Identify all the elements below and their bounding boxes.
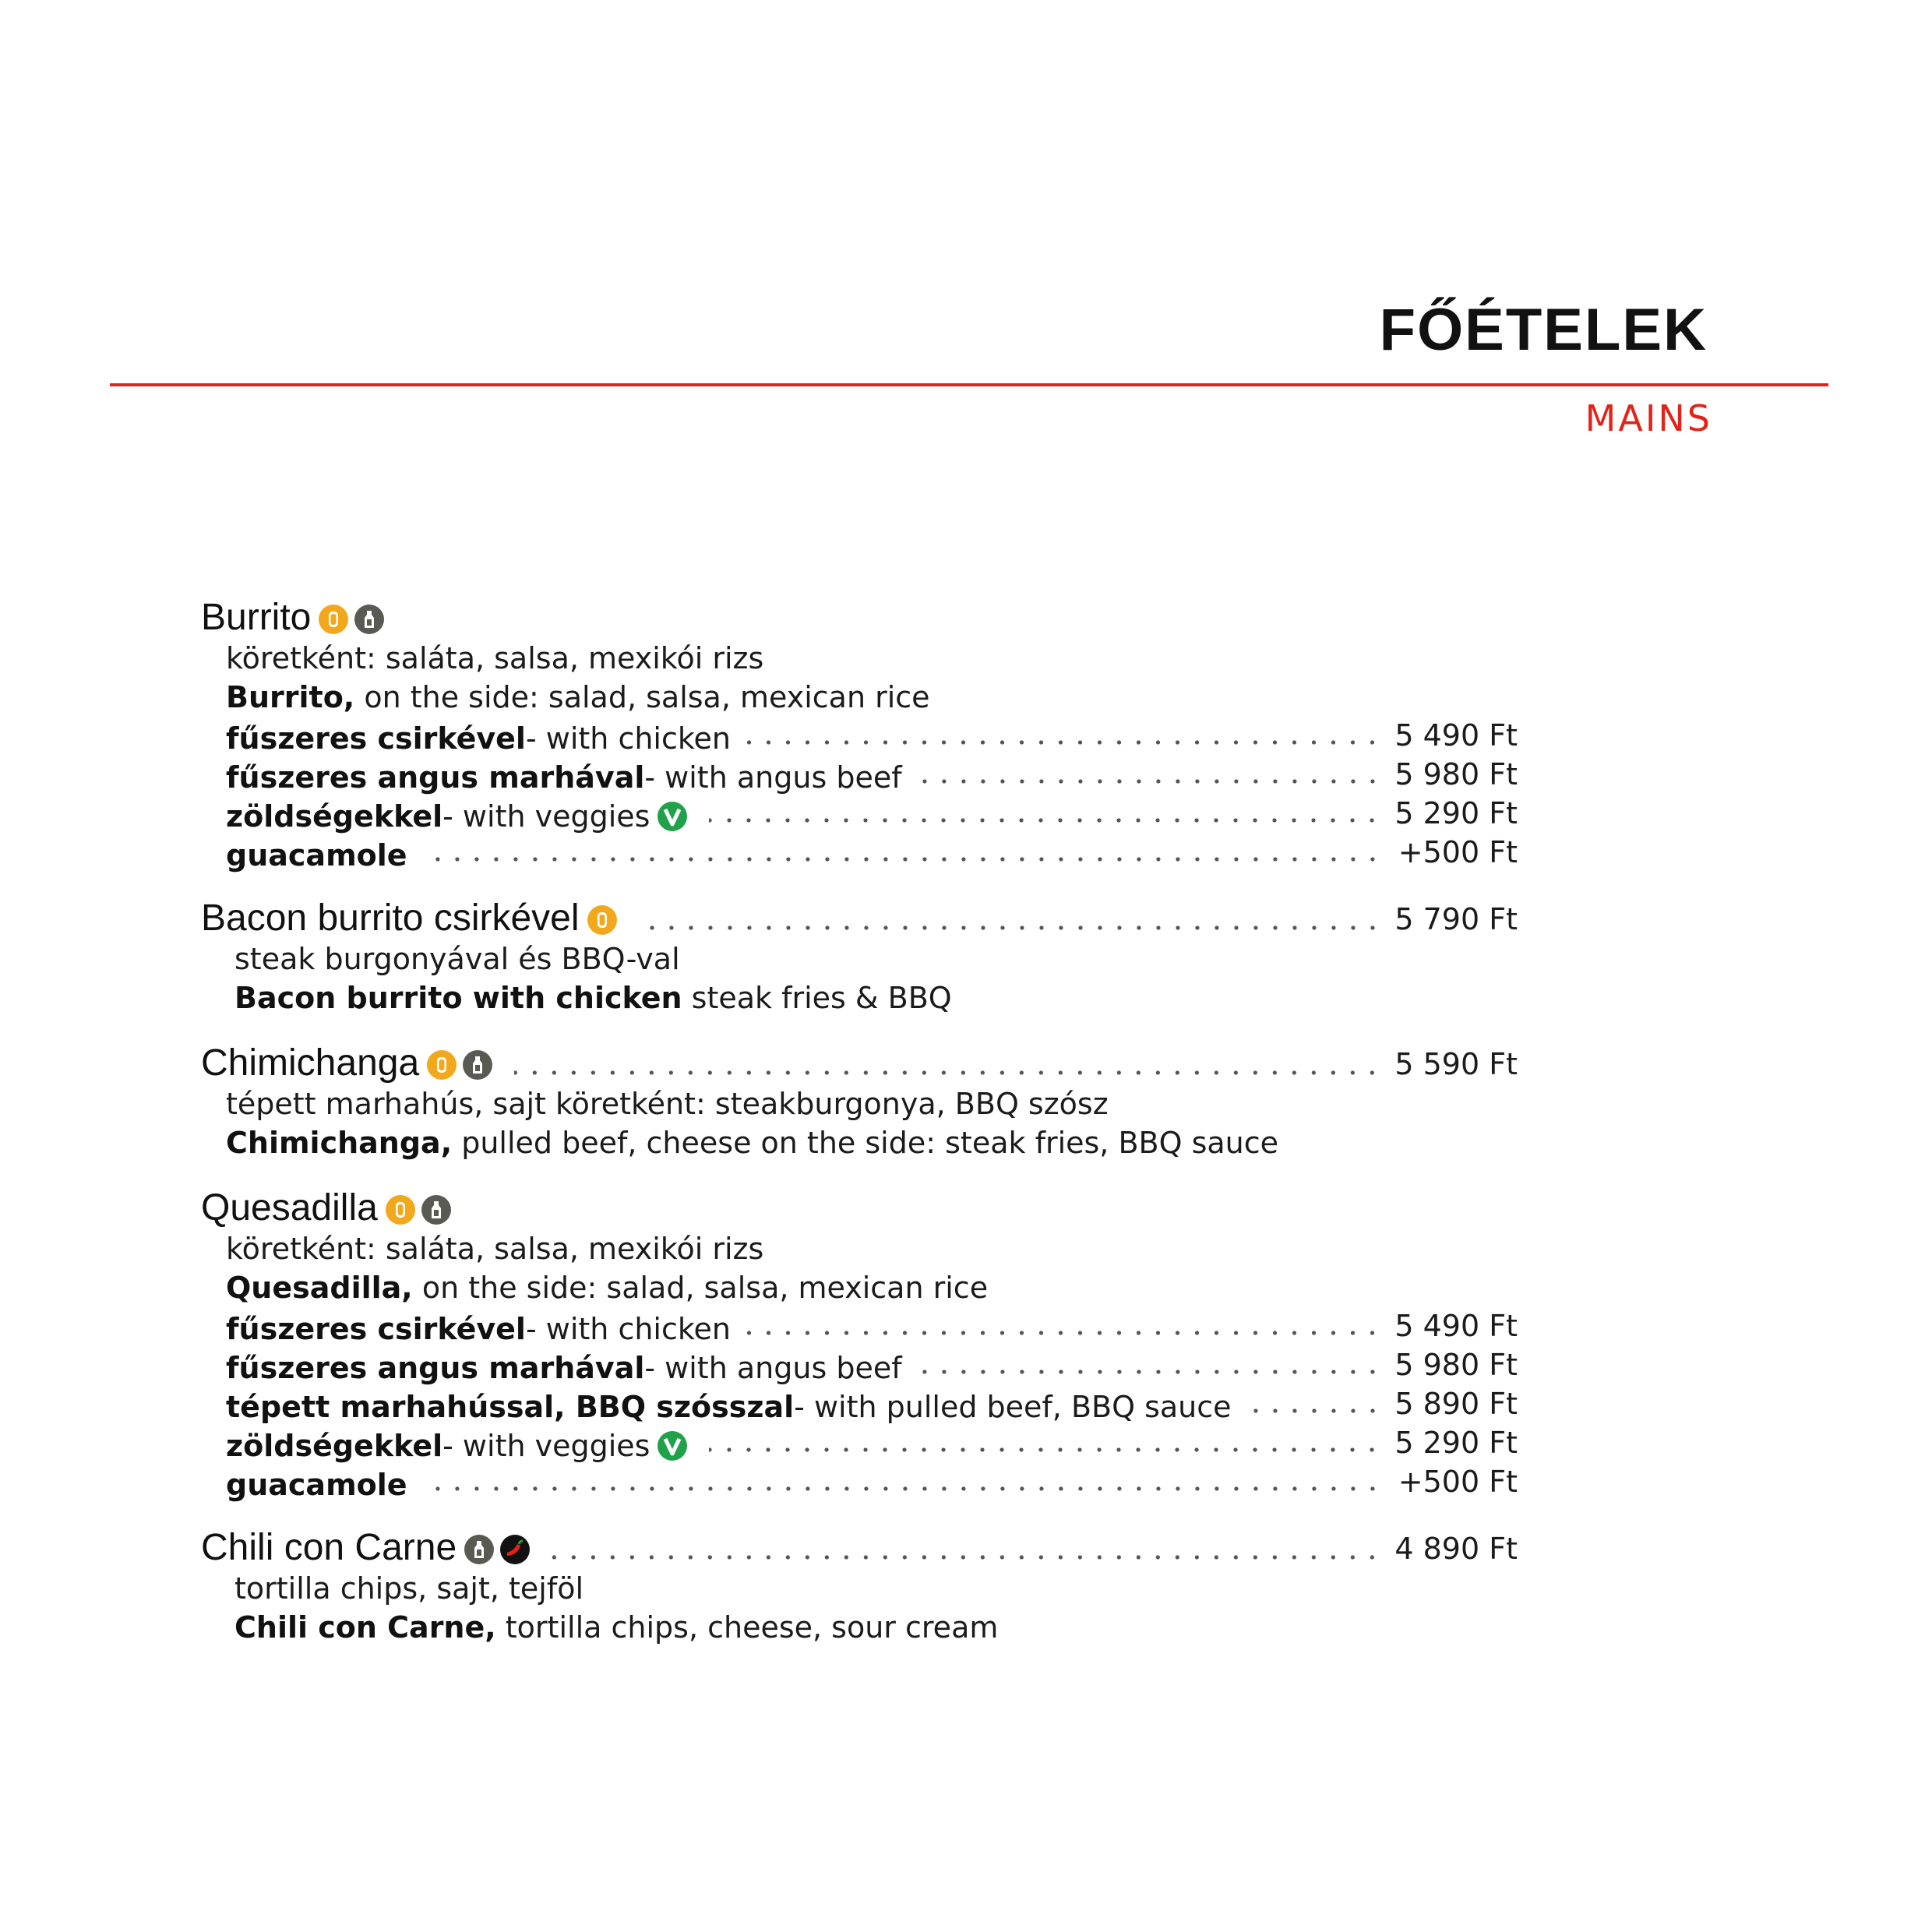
menu-item-bacon-burrito [201, 891, 1518, 1017]
option-price: 5 490 Ft [1394, 1309, 1518, 1343]
menu-item-desc-en-bold: Bacon burrito with chicken [234, 981, 682, 1015]
menu-item-chimichanga [201, 1036, 1518, 1162]
option-price: 5 980 Ft [1394, 757, 1518, 791]
cheese-icon [319, 605, 348, 634]
cheese-icon [587, 905, 617, 935]
menu-option [201, 1385, 1518, 1424]
dot-leader [1247, 1407, 1382, 1415]
menu-item-name: Chimichanga [201, 1042, 420, 1084]
bottle-icon [464, 1535, 494, 1564]
menu-item-desc-en-text: on the side: salad, salsa, mexican rice [354, 680, 930, 714]
option-name: zöldségekkel [226, 1429, 443, 1463]
menu-item-desc-hu: tépett marhahús, sajt köretként: steakburgonya, BBQ szósz [226, 1087, 1109, 1121]
cheese-icon [427, 1050, 457, 1080]
menu-item-desc-en [201, 678, 1518, 717]
option-name: guacamole [226, 1468, 407, 1502]
menu-item-desc-en [201, 1268, 1518, 1307]
menu-item-price: 4 890 Ft [1394, 1532, 1518, 1566]
option-name: guacamole [226, 838, 407, 873]
menu-item-desc-hu: köretként: saláta, salsa, mexikói rizs [226, 1232, 764, 1266]
menu-option [201, 795, 1518, 834]
menu-option [201, 717, 1518, 756]
bottle-icon [354, 605, 384, 634]
page-title: FŐÉTELEK [1379, 297, 1708, 363]
menu-option [201, 834, 1518, 873]
menu-item-desc-en-bold: Chili con Carne, [234, 1610, 496, 1645]
vegan-icon [658, 1431, 687, 1461]
menu-option [201, 756, 1518, 795]
menu-item-desc-en [201, 1608, 1518, 1647]
option-price: 5 490 Ft [1394, 718, 1518, 753]
dot-leader [552, 1553, 1382, 1561]
bottle-icon [421, 1195, 451, 1225]
menu-item-icons [319, 605, 390, 634]
dot-leader [918, 1368, 1382, 1376]
menu-item-quesadilla [201, 1181, 1518, 1502]
option-translation: - with veggies [442, 1429, 650, 1463]
dot-leader [746, 739, 1382, 746]
menu-item-name: Chili con Carne [201, 1527, 457, 1568]
menu-item-header [201, 1521, 1518, 1569]
cheese-icon [386, 1195, 415, 1225]
menu-item-icons [386, 1195, 457, 1225]
dot-leader [423, 855, 1382, 863]
option-translation: - with chicken [525, 721, 731, 756]
menu-item-desc-en-text: steak fries & BBQ [682, 981, 952, 1015]
menu-item-desc-hu: steak burgonyával és BBQ-val [234, 942, 680, 976]
title-divider [110, 383, 1828, 386]
option-price: 5 980 Ft [1394, 1348, 1518, 1382]
option-price: 5 290 Ft [1394, 1426, 1518, 1460]
option-translation: - with angus beef [644, 760, 902, 795]
dot-leader [746, 1329, 1382, 1337]
menu-item-name: Burrito [201, 597, 312, 638]
menu-item-desc-en-text: pulled beef, cheese on the side: steak fries, BBQ sauce [452, 1126, 1279, 1160]
menu-item-header [201, 1036, 1518, 1084]
bottle-icon [463, 1050, 492, 1080]
menu-item-name: Quesadilla [201, 1187, 378, 1229]
menu-item-desc-en [201, 978, 1518, 1017]
option-name: fűszeres csirkével [226, 721, 526, 756]
menu-item-icons [587, 905, 623, 935]
menu-item-desc-en-bold: Quesadilla, [226, 1271, 413, 1305]
vegan-icon [658, 802, 687, 831]
option-name: tépett marhahússal, BBQ szósszal [226, 1390, 795, 1424]
option-translation: - with veggies [442, 799, 650, 834]
option-name: zöldségekkel [226, 799, 443, 834]
dot-leader [709, 816, 1382, 824]
dot-leader [709, 1446, 1382, 1454]
menu-item-price: 5 790 Ft [1394, 902, 1518, 936]
dot-leader [423, 1485, 1382, 1493]
option-price: 5 890 Ft [1394, 1387, 1518, 1421]
menu-item-desc-en-bold: Burrito, [226, 680, 355, 714]
option-price: +500 Ft [1398, 835, 1518, 869]
menu-item-header [201, 1181, 1518, 1229]
menu-item-desc-hu: köretként: saláta, salsa, mexikói rizs [226, 641, 764, 675]
menu-item-desc-en-bold: Chimichanga, [226, 1126, 453, 1160]
menu-item-desc-en-text: on the side: salad, salsa, mexican rice [412, 1271, 989, 1305]
option-price: +500 Ft [1398, 1465, 1518, 1499]
menu-option [201, 1346, 1518, 1385]
menu-item-icons [427, 1050, 499, 1080]
menu-item-chili-con-carne [201, 1521, 1518, 1647]
menu-item-burrito [201, 591, 1518, 873]
menu-option [201, 1424, 1518, 1463]
dot-leader [918, 777, 1382, 785]
option-name: fűszeres angus marhával [226, 760, 645, 795]
dot-leader [639, 924, 1382, 932]
dot-leader [514, 1069, 1382, 1077]
chili-pepper-icon [500, 1535, 530, 1564]
option-translation: - with angus beef [644, 1351, 902, 1385]
menu-item-header [201, 591, 1518, 639]
menu-item-price: 5 590 Ft [1394, 1047, 1518, 1081]
option-price: 5 290 Ft [1394, 796, 1518, 830]
option-translation: - with pulled beef, BBQ sauce [794, 1390, 1232, 1424]
page-subtitle: MAINS [1585, 397, 1712, 439]
option-name: fűszeres csirkével [226, 1312, 526, 1346]
menu-list [201, 591, 1518, 1666]
menu-item-desc-hu: tortilla chips, sajt, tejföl [234, 1571, 584, 1606]
option-translation: - with chicken [525, 1312, 731, 1346]
menu-option [201, 1463, 1518, 1502]
menu-item-desc-en [201, 1123, 1518, 1162]
menu-item-header [201, 891, 1518, 940]
menu-option [201, 1307, 1518, 1346]
menu-item-desc-en-text: tortilla chips, cheese, sour cream [495, 1610, 999, 1645]
option-name: fűszeres angus marhával [226, 1351, 645, 1385]
menu-item-icons [464, 1535, 536, 1564]
menu-item-name: Bacon burrito csirkével [201, 897, 580, 939]
